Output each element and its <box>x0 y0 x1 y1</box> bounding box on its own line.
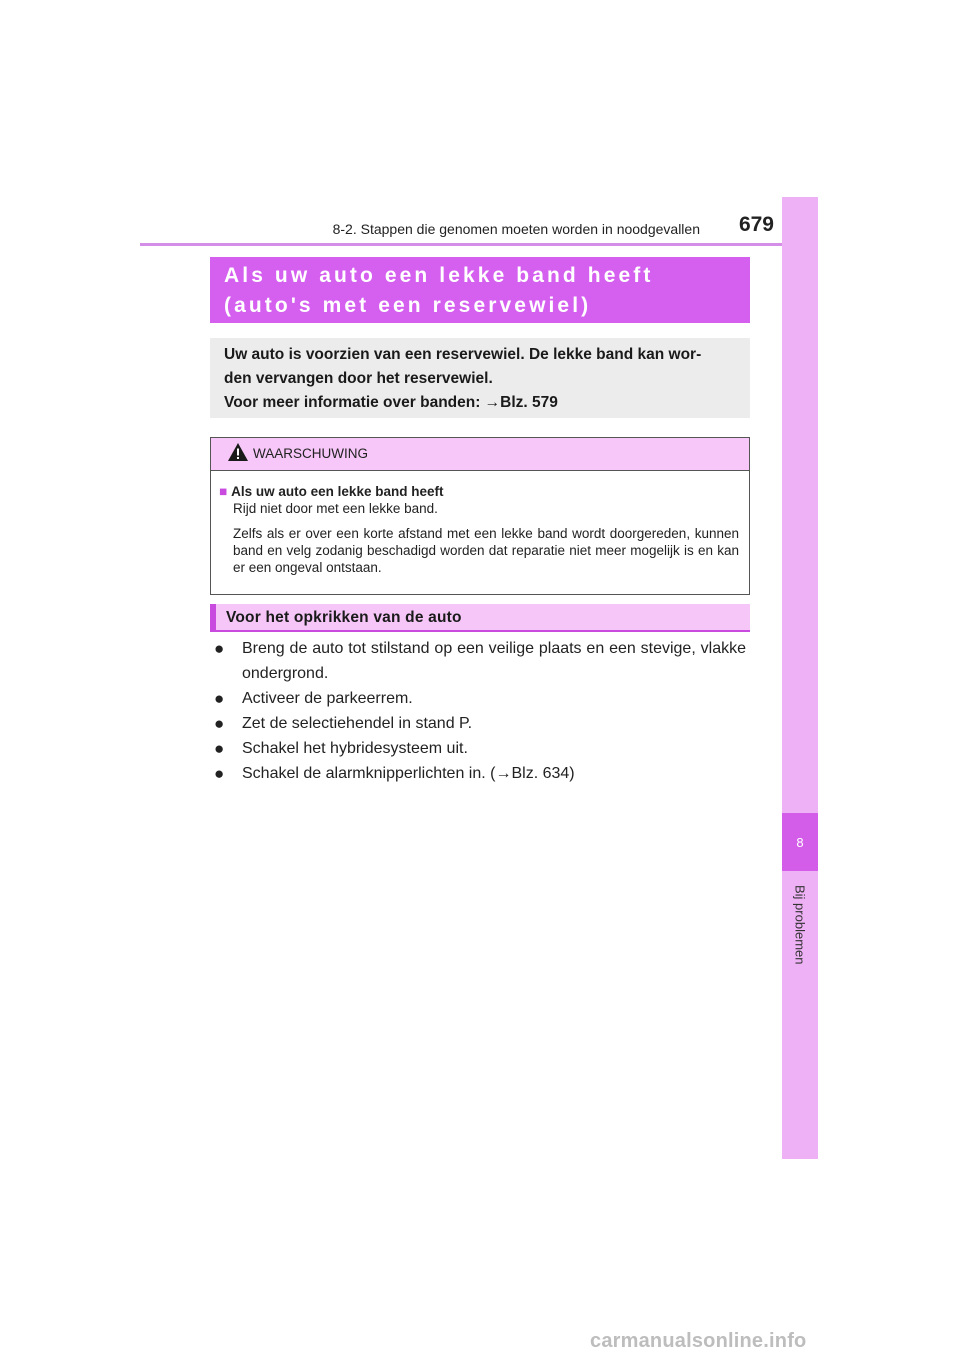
list-item <box>214 736 746 761</box>
bullet-icon: ● <box>214 739 225 758</box>
intro-line-1: Uw auto is voorzien van een reservewiel. De lekke band kan wor- <box>224 346 702 363</box>
chapter-label: Bij problemen <box>792 885 808 965</box>
warning-box <box>210 437 750 595</box>
title-line-2: (auto's met een reservewiel) <box>224 294 592 317</box>
chapter-number: 8 <box>782 813 818 871</box>
square-bullet-icon: ■ <box>219 484 228 499</box>
page-number: 679 <box>738 213 774 236</box>
bullet-icon: ● <box>214 764 225 783</box>
list-item-text: Activeer de parkeerrem. <box>242 690 413 707</box>
warning-subheading-text: Als uw auto een lekke band heeft <box>231 484 444 499</box>
warning-subheading <box>219 483 739 500</box>
section-heading-bar <box>210 604 216 630</box>
intro-box <box>210 338 750 418</box>
section-title: 8-2. Stappen die genomen moeten worden in noodgevallen <box>332 221 700 237</box>
list-item <box>214 636 746 686</box>
intro-line-3: Voor meer informatie over banden: →Blz. 579 <box>224 394 558 411</box>
intro-line-2: den vervangen door het reservewiel. <box>224 370 493 387</box>
bullet-icon: ● <box>214 714 225 733</box>
list-item-text: Schakel de alarmknipperlichten in. (→Blz. 634) <box>242 765 575 782</box>
chapter-side-tab <box>782 197 818 1159</box>
list-item-text: Zet de selectiehendel in stand P. <box>242 715 473 732</box>
watermark: carmanualsonline.info <box>590 1330 807 1352</box>
warning-text <box>219 500 739 576</box>
section-heading-label: Voor het opkrikken van de auto <box>226 609 462 626</box>
warning-title: WAARSCHUWING <box>253 446 368 461</box>
title-banner <box>210 257 750 323</box>
warning-paragraph-1: Rijd niet door met een lekke band. <box>233 501 438 516</box>
instruction-list <box>214 636 746 786</box>
bullet-icon: ● <box>214 689 225 708</box>
list-item <box>214 761 746 786</box>
section-heading <box>210 604 750 632</box>
bullet-icon: ● <box>214 639 225 658</box>
list-item-text: Schakel het hybridesysteem uit. <box>242 740 468 757</box>
warning-body <box>211 471 749 576</box>
title-line-1: Als uw auto een lekke band heeft <box>224 264 654 287</box>
warning-triangle-icon <box>227 442 249 467</box>
warning-paragraph-2: Zelfs als er over een korte afstand met een lekke band wordt doorgereden, kunnen band en velg zodanig beschadigd worden dat reparatie niet meer mogelijk is en kan er een ongeval ontstaan. <box>233 526 739 575</box>
list-item <box>214 686 746 711</box>
warning-header <box>211 438 749 471</box>
list-item-text: Breng de auto tot stilstand op een veilige plaats en een stevige, vlakke ondergrond. <box>242 640 746 682</box>
header-rule <box>140 243 818 246</box>
list-item <box>214 711 746 736</box>
